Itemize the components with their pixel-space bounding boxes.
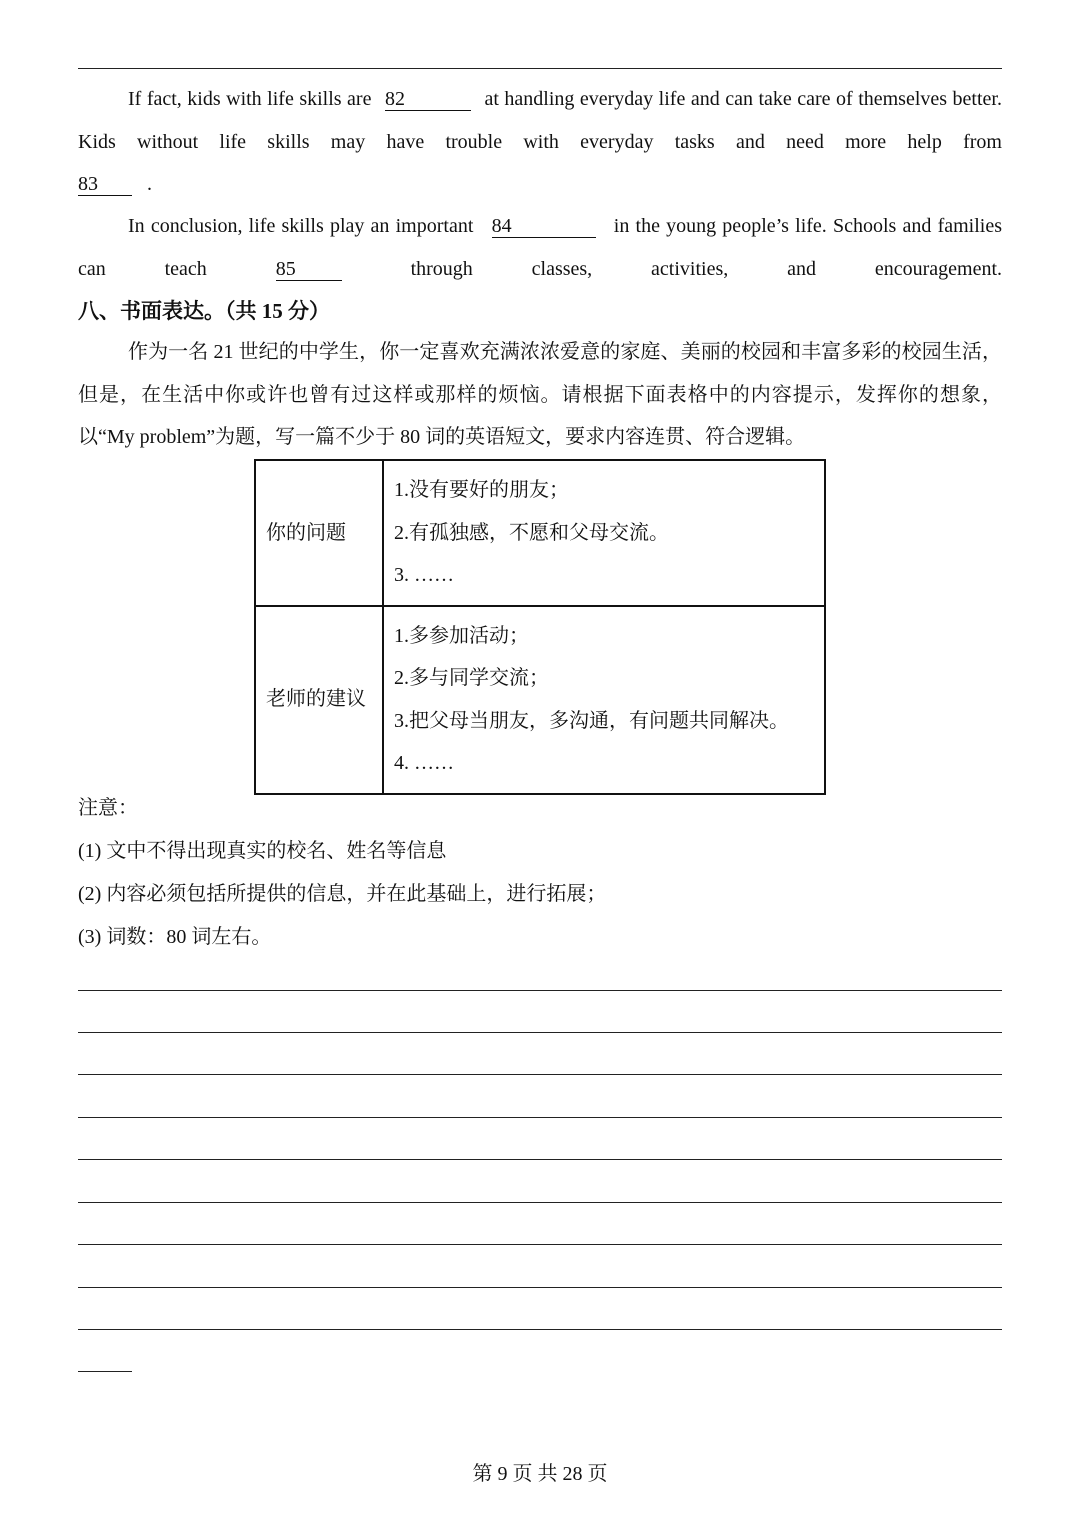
answer-line[interactable] <box>78 1244 1002 1245</box>
answer-line-short[interactable] <box>78 1371 132 1372</box>
section-heading: 八、书面表达。（共 15 分） <box>78 299 330 323</box>
answer-line[interactable] <box>78 1202 1002 1203</box>
passage-p2-mid: in the young people’s life. Schools and families can teach <box>78 215 1002 280</box>
blank-84[interactable]: 84 <box>492 215 596 238</box>
answer-line[interactable] <box>78 1032 1002 1033</box>
passage-p2-post: through classes, activities, and encouragement. <box>410 257 1003 280</box>
advice-item-4: 4. …… <box>394 752 454 774</box>
table-row-advice <box>255 606 825 794</box>
blank-82[interactable]: 82 <box>385 88 471 111</box>
note-item-3: (3) 词数：80 词左右。 <box>78 926 272 948</box>
answer-line[interactable] <box>78 1074 1002 1075</box>
passage-p1-line-wrap <box>78 78 1002 163</box>
passage-paragraph-1 <box>78 78 1002 206</box>
passage-paragraph-2 <box>78 205 1002 290</box>
advice-item-3: 3.把父母当朋友，多沟通，有问题共同解决。 <box>394 709 789 732</box>
note-item-1: (1) 文中不得出现真实的校名、姓名等信息 <box>78 840 447 862</box>
answer-line[interactable] <box>78 1287 1002 1288</box>
notes-title: 注意： <box>78 797 138 819</box>
table-row-problems <box>255 460 825 606</box>
advice-item-2: 2.多与同学交流； <box>394 667 549 689</box>
table-cell-problems <box>383 460 825 606</box>
answer-line[interactable] <box>78 1117 1002 1118</box>
answer-line[interactable] <box>78 990 1002 991</box>
blank-85[interactable]: 85 <box>276 258 342 281</box>
writing-instruction: 作为一名 21 世纪的中学生，你一定喜欢充满浓浓爱意的家庭、美丽的校园和丰富多彩的校园生活，但是，在生活中你或许也曾有过这样或那样的烦恼。请根据下面表格中的内容提示，发挥你的想象，以“My problem”为题，写一篇不少于 80 词的英语短文，要求内容连贯、符合逻辑。 <box>78 341 1002 448</box>
passage-p1-post: at handling everyday life and can take care of themselves better. Kids without life skills may have trouble with everyday tasks and need more help from <box>78 88 1002 153</box>
hint-table <box>254 459 826 795</box>
passage-p1-end: . <box>147 173 152 195</box>
problem-item-3: 3. …… <box>394 564 454 586</box>
table-cell-advice <box>383 606 825 794</box>
answer-line[interactable] <box>78 1329 1002 1330</box>
problem-item-1: 1.没有要好的朋友； <box>394 479 569 501</box>
passage-p2-pre: In conclusion, life skills play an important <box>128 215 474 237</box>
table-label-problems: 你的问题 <box>255 460 383 606</box>
top-rule <box>78 68 1002 69</box>
problem-item-2: 2.有孤独感，不愿和父母交流。 <box>394 521 669 544</box>
passage-p1-pre: If fact, kids with life skills are <box>128 88 372 110</box>
page-footer: 第 9 页 共 28 页 <box>472 1463 608 1485</box>
passage-p1-last-line <box>78 163 1002 206</box>
answer-line[interactable] <box>78 1159 1002 1160</box>
blank-83[interactable]: 83 <box>78 173 132 196</box>
advice-item-1: 1.多参加活动； <box>394 624 529 647</box>
table-label-advice: 老师的建议 <box>255 606 383 794</box>
note-item-2: (2) 内容必须包括所提供的信息，并在此基础上，进行拓展； <box>78 883 607 905</box>
